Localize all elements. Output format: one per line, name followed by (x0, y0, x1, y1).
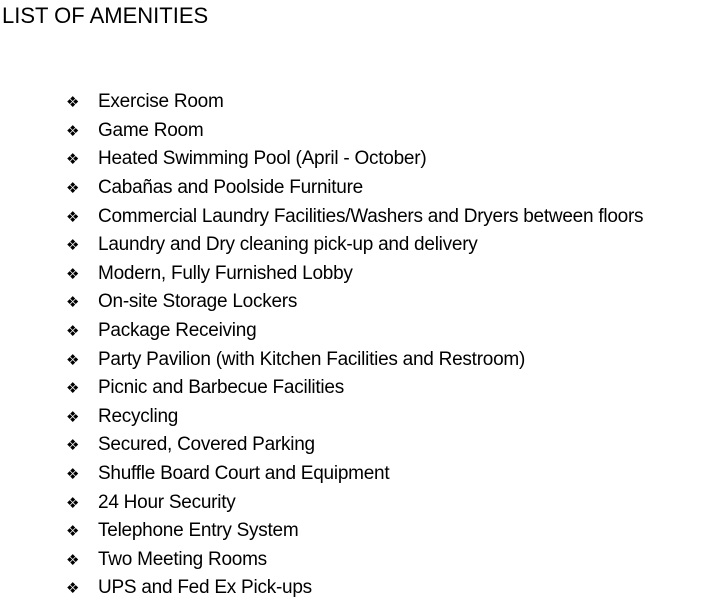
amenity-label: Secured, Covered Parking (98, 434, 315, 456)
diamond-bullet-icon: ❖ (66, 121, 80, 140)
diamond-bullet-icon: ❖ (66, 93, 80, 112)
diamond-bullet-icon: ❖ (66, 407, 80, 426)
list-item (66, 117, 643, 146)
amenity-label: Cabañas and Poolside Furniture (98, 177, 364, 199)
diamond-bullet-icon: ❖ (66, 579, 80, 598)
amenities-list (66, 88, 643, 603)
amenity-label: Party Pavilion (with Kitchen Facilities and Restroom) (98, 348, 526, 370)
diamond-bullet-icon: ❖ (66, 207, 80, 226)
diamond-bullet-icon: ❖ (66, 264, 80, 283)
diamond-bullet-icon: ❖ (66, 236, 80, 255)
list-item (66, 546, 643, 575)
list-item (66, 403, 643, 432)
diamond-bullet-icon: ❖ (66, 350, 80, 369)
list-item (66, 517, 643, 546)
list-item (66, 431, 643, 460)
page-title: LIST OF AMENITIES (2, 3, 209, 28)
amenity-label: Shuffle Board Court and Equipment (98, 463, 390, 485)
amenity-label: Package Receiving (98, 320, 257, 342)
list-item (66, 88, 643, 117)
diamond-bullet-icon: ❖ (66, 379, 80, 398)
amenity-label: Two Meeting Rooms (98, 548, 267, 570)
list-item (66, 317, 643, 346)
diamond-bullet-icon: ❖ (66, 322, 80, 341)
list-item (66, 260, 643, 289)
amenity-label: Picnic and Barbecue Facilities (98, 377, 344, 399)
list-item (66, 145, 643, 174)
amenity-label: UPS and Fed Ex Pick-ups (98, 577, 312, 599)
amenity-label: On-site Storage Lockers (98, 291, 298, 313)
diamond-bullet-icon: ❖ (66, 550, 80, 569)
diamond-bullet-icon: ❖ (66, 179, 80, 198)
diamond-bullet-icon: ❖ (66, 522, 80, 541)
amenity-label: Game Room (98, 119, 204, 141)
list-item (66, 202, 643, 231)
list-item (66, 174, 643, 203)
diamond-bullet-icon: ❖ (66, 150, 80, 169)
list-item (66, 345, 643, 374)
list-item (66, 574, 643, 603)
diamond-bullet-icon: ❖ (66, 493, 80, 512)
amenity-label: Telephone Entry System (98, 520, 299, 542)
amenity-label: Laundry and Dry cleaning pick-up and delivery (98, 234, 478, 256)
amenity-label: Modern, Fully Furnished Lobby (98, 262, 353, 284)
amenity-label: Recycling (98, 405, 179, 427)
list-item (66, 374, 643, 403)
diamond-bullet-icon: ❖ (66, 436, 80, 455)
list-item (66, 231, 643, 260)
amenity-label: Exercise Room (98, 91, 224, 113)
diamond-bullet-icon: ❖ (66, 293, 80, 312)
list-item (66, 488, 643, 517)
amenity-label: Heated Swimming Pool (April - October) (98, 148, 427, 170)
amenity-label: 24 Hour Security (98, 491, 236, 513)
list-item (66, 460, 643, 489)
list-item (66, 288, 643, 317)
diamond-bullet-icon: ❖ (66, 465, 80, 484)
amenity-label: Commercial Laundry Facilities/Washers and Dryers between floors (98, 205, 644, 227)
